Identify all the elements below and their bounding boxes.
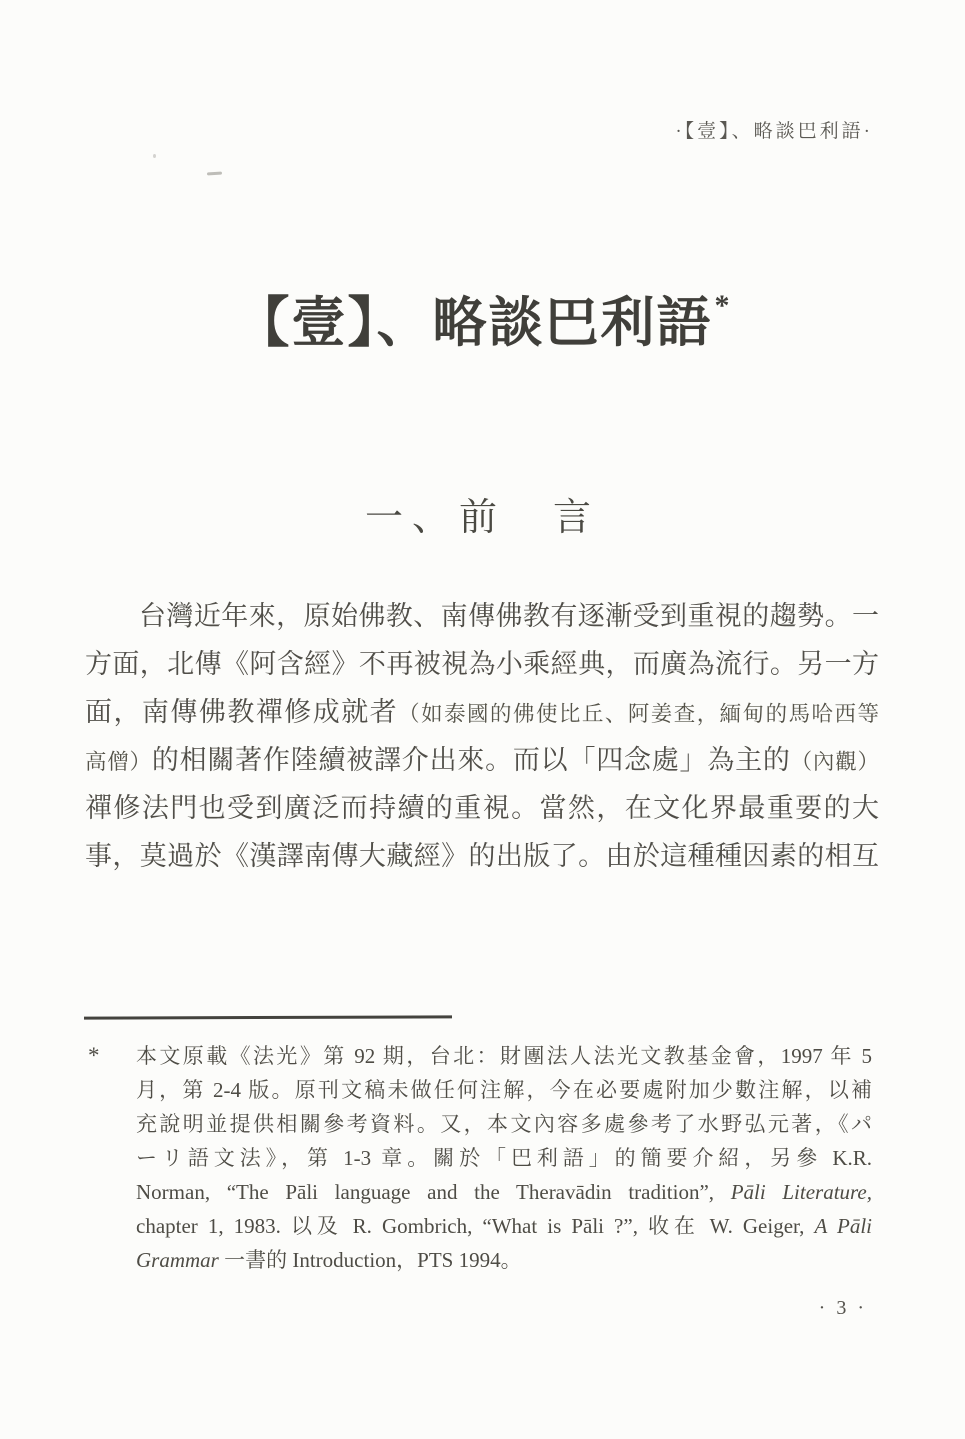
annotation-segment: （內觀） (790, 750, 879, 774)
text-segment: 禪修法門也受到廣泛而持續的重視。當然，在文化界最重要的大 (85, 793, 879, 823)
scan-artifact-dash (207, 171, 222, 175)
body-line (85, 594, 879, 642)
footnote-separator (84, 1015, 452, 1019)
text-segment: 面，南傳佛教禪修成就者 (85, 697, 399, 727)
page-title (0, 280, 965, 357)
text-segment: 充說明並提供相關參考資料。又，本文內容多處參考了水野弘元著，《パ (136, 1112, 872, 1136)
text-segment: 月，第 2-4 版。原刊文稿未做任何注解，今在必要處附加少數注解，以補 (136, 1078, 872, 1102)
text-segment: 台灣近年來，原始佛教、南傳佛教有逐漸受到重視的趨勢。一 (139, 601, 879, 631)
body-line (85, 738, 879, 786)
body-line (85, 786, 879, 834)
text-segment: 事，莫過於《漢譯南傳大藏經》的出版了。由於這種種因素的相互 (85, 841, 879, 871)
text-segment: 一書的 Introduction，PTS 1994。 (218, 1248, 522, 1272)
footnote-line (136, 1244, 872, 1278)
footnote-line (136, 1210, 872, 1244)
footnote-line (136, 1040, 872, 1074)
footnote (88, 1040, 873, 1278)
page-number: · 3 · (818, 1297, 867, 1319)
book-title-segment: A Pāli (814, 1214, 873, 1238)
body-line (85, 642, 879, 690)
body-paragraph (85, 594, 879, 882)
text-segment: 方面，北傳《阿含經》不再被視為小乘經典，而廣為流行。另一方 (85, 649, 879, 679)
body-line (85, 834, 879, 882)
text-segment: 的相關著作陸續被譯介出來。而以「四念處」為主的 (151, 745, 791, 775)
footnote-line (136, 1074, 872, 1108)
page-title-text: 【壹】、略談巴利語 (235, 293, 713, 353)
title-footnote-marker: * (714, 289, 730, 322)
text-segment: chapter 1, 1983. 以及 R. Gombrich, “What is Pāli ?”, 收在 W. Geiger, (136, 1214, 815, 1238)
book-title-segment: Grammar (136, 1248, 219, 1272)
text-segment: 本文原載《法光》第 92 期，台北：財團法人法光文教基金會，1997 年 5 (136, 1044, 872, 1068)
text-segment: ーリ語文法》，第 1-3 章。關於「巴利語」的簡要介紹，另參 K.R. (136, 1146, 872, 1170)
running-header: ·【壹】、略談巴利語· (675, 121, 873, 142)
annotation-segment: 高僧） (85, 750, 152, 774)
text-segment: Norman, “The Pāli language and the Theravādin tradition”, (136, 1180, 731, 1204)
footnote-marker: * (88, 1043, 100, 1068)
body-line (85, 690, 879, 738)
footnote-line (136, 1176, 872, 1210)
annotation-segment: （如泰國的佛使比丘、阿姜查，緬甸的馬哈西等 (398, 702, 879, 726)
section-heading: 一、前 言 (364, 497, 600, 539)
book-title-segment: Pāli Literature, (730, 1180, 872, 1204)
scan-artifact-speck (153, 154, 156, 158)
footnote-line (136, 1108, 872, 1142)
footnote-line (136, 1142, 872, 1176)
